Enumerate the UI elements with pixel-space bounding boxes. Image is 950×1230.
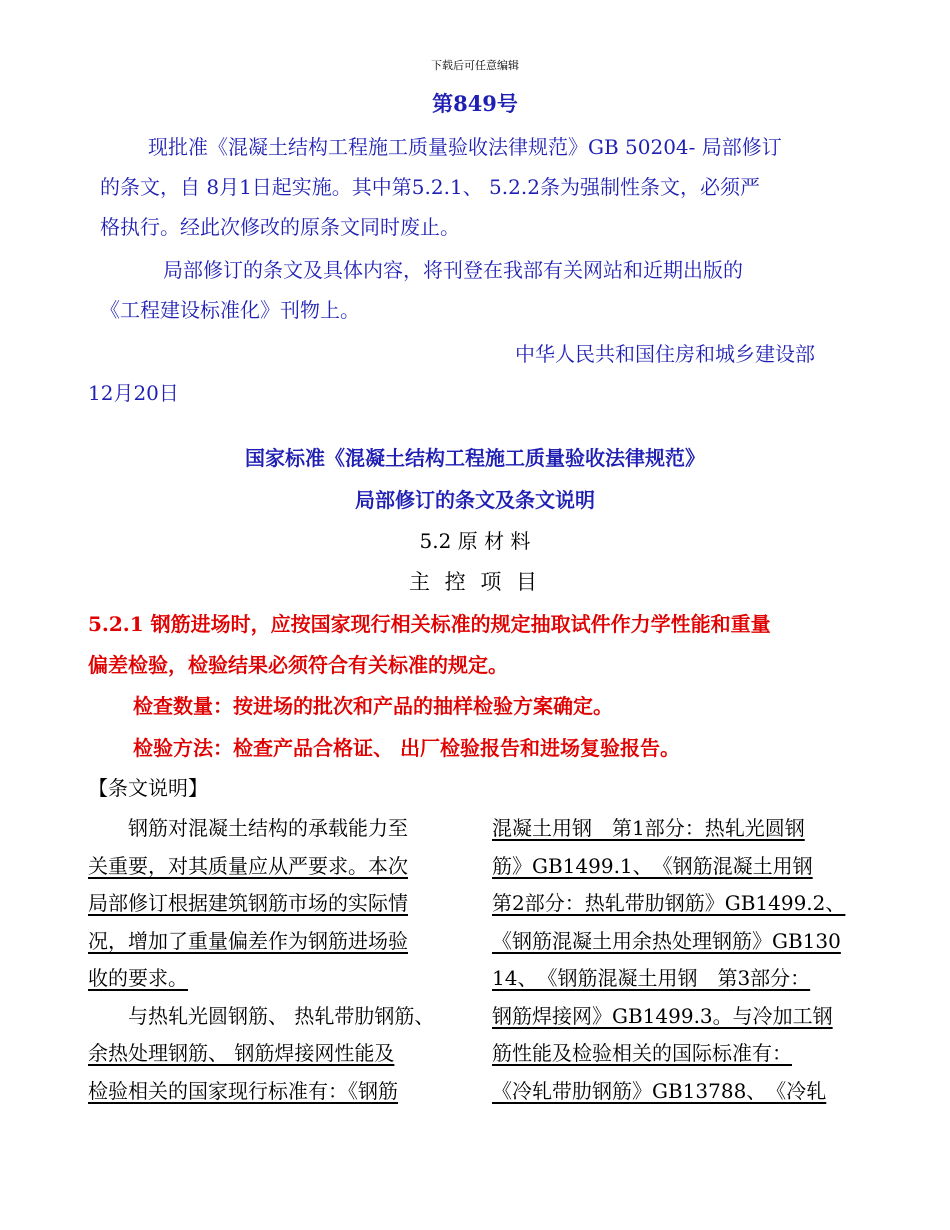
notice-para1-line2: 的条文，自 8月1日起实施。其中第5.2.1、 5.2.2条为强制性条文，必须严 (100, 175, 760, 199)
notice-para2-line2: 《工程建设标准化》刊物上。 (100, 298, 360, 322)
standard-title: 国家标准《混凝土结构工程施工质量验收法律规范》 (245, 446, 705, 470)
explanation-right-line: 《冷轧带肋钢筋》GB13788、 《冷轧 (492, 1078, 827, 1103)
explanation-right-line: 混凝土用钢 第1部分：热轧光圆钢 (492, 816, 805, 840)
explanation-right-line: 第2部分：热轧带肋钢筋》GB1499.2、 (492, 891, 846, 915)
subsection-heading: 主 控 项 目 (408, 570, 542, 594)
clause-text-line1: 5.2.1 钢筋进场时，应按国家现行相关标准的规定抽取试件作力学性能和重量 (88, 612, 771, 636)
notice-issuer: 中华人民共和国住房和城乡建设部 (515, 342, 815, 366)
explanation-left-line: 余热处理钢筋、 钢筋焊接网性能及 (88, 1041, 395, 1065)
page-header-note: 下载后可任意编辑 (431, 59, 519, 72)
clause-text-line2: 偏差检验，检验结果必须符合有关标准的规定。 (88, 653, 508, 677)
explanation-left-line: 况，增加了重量偏差作为钢筋进场验 (88, 928, 408, 953)
standard-subtitle: 局部修订的条文及条文说明 (355, 488, 595, 512)
notice-number: 第849号 (432, 91, 518, 116)
explanation-heading: 【条文说明】 (88, 776, 208, 800)
explanation-left-line: 局部修订根据建筑钢筋市场的实际情 (88, 891, 408, 915)
section-heading: 5.2 原 材 料 (419, 529, 531, 553)
explanation-left-line: 关重要，对其质量应从严要求。本次 (88, 853, 408, 878)
explanation-right-column (492, 810, 872, 1110)
explanation-left-line: 收的要求。 (88, 966, 188, 990)
explanation-left-line: 检验相关的国家现行标准有：《钢筋 (88, 1078, 398, 1103)
clause-method: 检验方法：检查产品合格证、 出厂检验报告和进场复验报告。 (133, 736, 680, 760)
explanation-left-line: 与热轧光圆钢筋、 热轧带肋钢筋、 (88, 1003, 435, 1028)
notice-para1-line1: 现批准《混凝土结构工程施工质量验收法律规范》GB 50204- 局部修订 (148, 135, 782, 159)
explanation-left-line: 钢筋对混凝土结构的承载能力至 (88, 816, 408, 840)
explanation-left-column (88, 810, 480, 1110)
notice-para2-line1: 局部修订的条文及具体内容，将刊登在我部有关网站和近期出版的 (163, 258, 743, 282)
explanation-right-line: 14、 《钢筋混凝土用钢 第3部分： (492, 966, 811, 990)
explanation-right-line: 钢筋焊接网》GB1499.3。与冷加工钢 (492, 1003, 833, 1028)
explanation-right-line: 《钢筋混凝土用余热处理钢筋》GB130 (492, 928, 841, 953)
clause-quantity: 检查数量：按进场的批次和产品的抽样检验方案确定。 (133, 694, 613, 718)
explanation-right-line: 筋》GB1499.1、 《钢筋混凝土用钢 (492, 853, 813, 878)
explanation-right-line: 筋性能及检验相关的国际标准有： (492, 1041, 792, 1065)
notice-date: 12月20日 (88, 381, 179, 405)
notice-para1-line3: 格执行。经此次修改的原条文同时废止。 (100, 215, 460, 239)
